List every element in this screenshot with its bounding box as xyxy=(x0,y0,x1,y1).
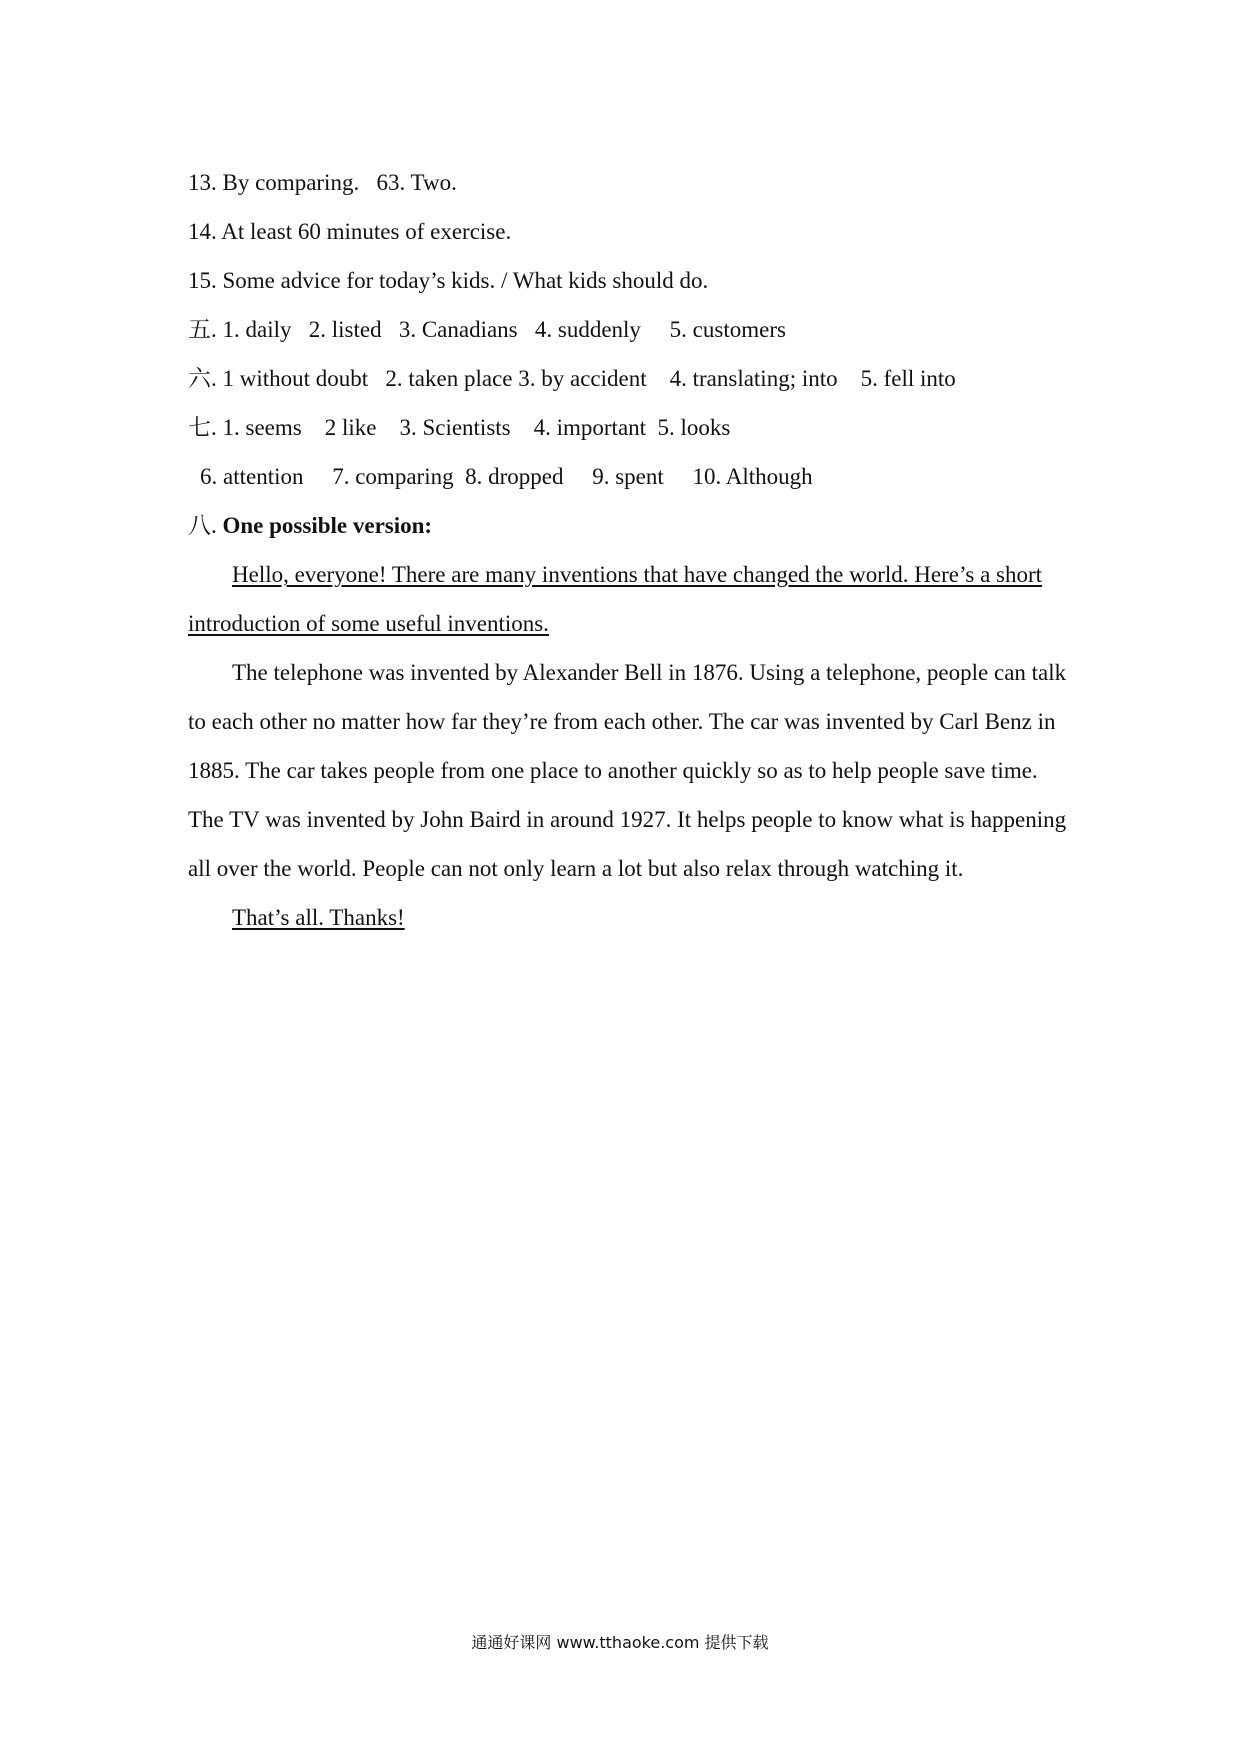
answer-line-13: 13. By comparing. 63. Two. xyxy=(188,170,457,195)
essay-closing xyxy=(188,893,1068,942)
essay-body: The telephone was invented by Alexander Bell in 1876. Using a telephone, people can talk to each other no matter how far they’re from each other. The car was invented by Carl Benz in 1885. The car takes people from one place to another quickly so as to help people save time. The TV was invented by John Baird in around 1927. It helps people to know what is happening all over the world. People can not only learn a lot but also relax through watching it. xyxy=(188,660,1067,881)
section-7-answers-row-2: 6. attention 7. comparing 8. dropped 9. spent 10. Although xyxy=(200,464,813,489)
footer-watermark: 通通好课网 www.tthaoke.com 提供下载 xyxy=(471,1633,769,1652)
section-8-label: 八. xyxy=(188,513,223,538)
section-8-heading: One possible version: xyxy=(222,513,433,538)
answer-line-14: 14. At least 60 minutes of exercise. xyxy=(188,219,512,244)
essay-opening xyxy=(188,550,1068,648)
section-7-answers-row-1: 七. 1. seems 2 like 3. Scientists 4. important 5. looks xyxy=(188,415,731,440)
section-5-answers: 五. 1. daily 2. listed 3. Canadians 4. suddenly 5. customers xyxy=(188,317,786,342)
essay-closing-text: That’s all. Thanks! xyxy=(232,905,405,930)
answer-line-15: 15. Some advice for today’s kids. / What kids should do. xyxy=(188,268,709,293)
section-8-header xyxy=(188,501,1068,550)
document-page xyxy=(188,158,1068,942)
section-6-answers: 六. 1 without doubt 2. taken place 3. by accident 4. translating; into 5. fell into xyxy=(188,366,956,391)
essay-opening-text: Hello, everyone! There are many inventions that have changed the world. Here’s a short introduction of some useful inventions. xyxy=(188,562,1043,636)
